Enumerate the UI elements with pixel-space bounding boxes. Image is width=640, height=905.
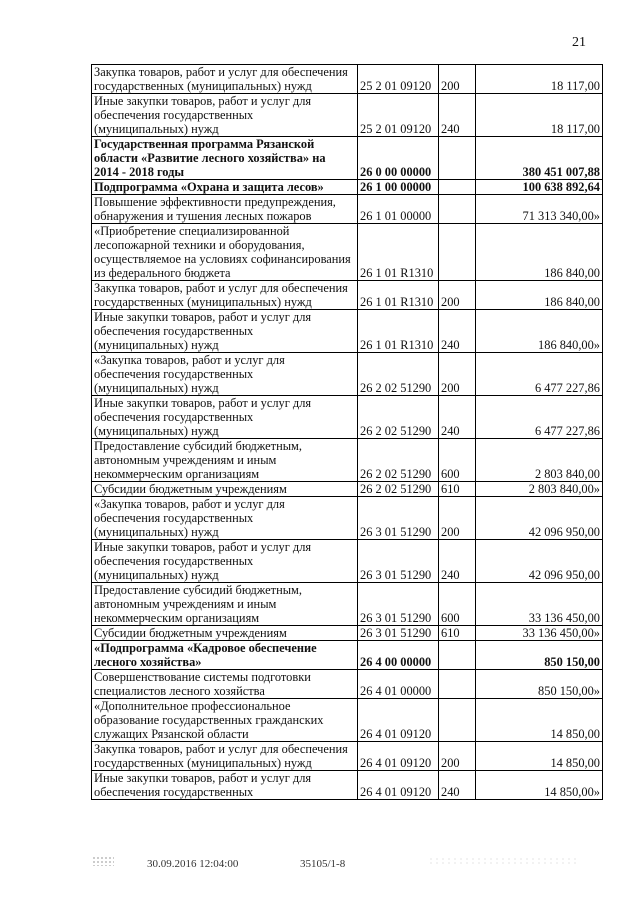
row-amount: 850 150,00 <box>476 641 603 670</box>
table-row <box>92 94 603 137</box>
row-amount: 42 096 950,00 <box>476 497 603 540</box>
row-amount: 2 803 840,00» <box>476 482 603 497</box>
row-code: 26 2 02 51290 <box>358 439 439 482</box>
page-number: 21 <box>572 35 586 50</box>
row-amount: 100 638 892,64 <box>476 180 603 195</box>
row-amount: 380 451 007,88 <box>476 137 603 180</box>
budget-table <box>91 64 603 800</box>
row-name: Подпрограмма «Охрана и защита лесов» <box>92 180 358 195</box>
footer-datetime: 30.09.2016 12:04:00 <box>147 858 239 870</box>
row-code: 25 2 01 09120 <box>358 94 439 137</box>
row-name: Государственная программа Рязанской области «Развитие лесного хозяйства» на 2014 - 2018 годы <box>92 137 358 180</box>
scan-noise <box>428 857 578 865</box>
row-code: 26 4 01 09120 <box>358 771 439 800</box>
row-amount: 14 850,00 <box>476 742 603 771</box>
row-name: Повышение эффективности предупреждения, обнаружения и тушения лесных пожаров <box>92 195 358 224</box>
row-expense-type: 610 <box>439 482 476 497</box>
row-name: Иные закупки товаров, работ и услуг для обеспечения государственных (муниципальных) нужд <box>92 540 358 583</box>
table-row <box>92 439 603 482</box>
row-code: 26 3 01 51290 <box>358 497 439 540</box>
row-code: 26 4 01 09120 <box>358 742 439 771</box>
row-amount: 6 477 227,86 <box>476 396 603 439</box>
row-name: Иные закупки товаров, работ и услуг для обеспечения государственных (муниципальных) нужд <box>92 396 358 439</box>
table-row <box>92 195 603 224</box>
row-expense-type: 600 <box>439 439 476 482</box>
row-expense-type: 240 <box>439 540 476 583</box>
row-expense-type <box>439 641 476 670</box>
row-code: 26 2 02 51290 <box>358 353 439 396</box>
row-name: Закупка товаров, работ и услуг для обеспечения государственных (муниципальных) нужд <box>92 742 358 771</box>
row-name: «Закупка товаров, работ и услуг для обеспечения государственных (муниципальных) нужд <box>92 497 358 540</box>
row-code: 26 2 02 51290 <box>358 396 439 439</box>
row-expense-type <box>439 224 476 281</box>
row-expense-type <box>439 670 476 699</box>
row-code: 26 3 01 51290 <box>358 583 439 626</box>
row-name: «Приобретение специализированной лесопожарной техники и оборудования, осуществляемое на условиях софинансирования из федерального бюджета <box>92 224 358 281</box>
table-row <box>92 353 603 396</box>
row-name: «Подпрограмма «Кадровое обеспечение лесного хозяйства» <box>92 641 358 670</box>
footer-doc-number: 35105/1-8 <box>300 858 346 870</box>
table-row <box>92 670 603 699</box>
table-row <box>92 742 603 771</box>
row-name: Закупка товаров, работ и услуг для обеспечения государственных (муниципальных) нужд <box>92 281 358 310</box>
row-expense-type <box>439 180 476 195</box>
row-amount: 18 117,00 <box>476 94 603 137</box>
row-expense-type: 200 <box>439 65 476 94</box>
row-expense-type: 240 <box>439 396 476 439</box>
row-amount: 71 313 340,00» <box>476 195 603 224</box>
table-row <box>92 65 603 94</box>
table-row <box>92 281 603 310</box>
row-amount: 18 117,00 <box>476 65 603 94</box>
row-code: 26 1 01 R1310 <box>358 224 439 281</box>
row-code: 26 3 01 51290 <box>358 626 439 641</box>
row-expense-type <box>439 195 476 224</box>
table-row-program <box>92 137 603 180</box>
row-expense-type: 600 <box>439 583 476 626</box>
row-code: 26 4 00 00000 <box>358 641 439 670</box>
row-expense-type: 200 <box>439 281 476 310</box>
row-code: 26 3 01 51290 <box>358 540 439 583</box>
row-amount: 850 150,00» <box>476 670 603 699</box>
table-row <box>92 699 603 742</box>
row-amount: 186 840,00 <box>476 224 603 281</box>
row-code: 26 4 01 00000 <box>358 670 439 699</box>
row-expense-type <box>439 137 476 180</box>
table-row <box>92 224 603 281</box>
row-code: 26 1 01 00000 <box>358 195 439 224</box>
row-name: Совершенствование системы подготовки специалистов лесного хозяйства <box>92 670 358 699</box>
table-row-subprogram <box>92 641 603 670</box>
row-expense-type: 200 <box>439 742 476 771</box>
row-expense-type: 610 <box>439 626 476 641</box>
row-expense-type: 240 <box>439 310 476 353</box>
row-amount: 14 850,00» <box>476 771 603 800</box>
row-name: Иные закупки товаров, работ и услуг для обеспечения государственных <box>92 771 358 800</box>
row-expense-type: 240 <box>439 771 476 800</box>
row-code: 26 4 01 09120 <box>358 699 439 742</box>
row-name: Иные закупки товаров, работ и услуг для обеспечения государственных (муниципальных) нужд <box>92 94 358 137</box>
row-code: 26 0 00 00000 <box>358 137 439 180</box>
row-amount: 186 840,00» <box>476 310 603 353</box>
table-row <box>92 497 603 540</box>
row-expense-type: 200 <box>439 353 476 396</box>
row-amount: 6 477 227,86 <box>476 353 603 396</box>
table-row <box>92 771 603 800</box>
table-row <box>92 626 603 641</box>
row-name: Предоставление субсидий бюджетным, автономным учреждениям и иным некоммерческим организациям <box>92 583 358 626</box>
row-name: Предоставление субсидий бюджетным, автономным учреждениям и иным некоммерческим организациям <box>92 439 358 482</box>
scan-noise <box>92 856 114 866</box>
row-amount: 33 136 450,00» <box>476 626 603 641</box>
row-code: 26 2 02 51290 <box>358 482 439 497</box>
row-code: 26 1 01 R1310 <box>358 310 439 353</box>
row-amount: 33 136 450,00 <box>476 583 603 626</box>
row-expense-type: 200 <box>439 497 476 540</box>
row-amount: 42 096 950,00 <box>476 540 603 583</box>
row-code: 26 1 00 00000 <box>358 180 439 195</box>
row-code: 25 2 01 09120 <box>358 65 439 94</box>
table-row <box>92 583 603 626</box>
row-name: Субсидии бюджетным учреждениям <box>92 482 358 497</box>
table-row <box>92 310 603 353</box>
row-expense-type <box>439 699 476 742</box>
row-amount: 14 850,00 <box>476 699 603 742</box>
table-row-subprogram <box>92 180 603 195</box>
row-amount: 186 840,00 <box>476 281 603 310</box>
row-name: «Дополнительное профессиональное образование государственных гражданских служащих Рязанской области <box>92 699 358 742</box>
row-name: «Закупка товаров, работ и услуг для обеспечения государственных (муниципальных) нужд <box>92 353 358 396</box>
row-code: 26 1 01 R1310 <box>358 281 439 310</box>
row-name: Закупка товаров, работ и услуг для обеспечения государственных (муниципальных) нужд <box>92 65 358 94</box>
row-amount: 2 803 840,00 <box>476 439 603 482</box>
row-name: Иные закупки товаров, работ и услуг для обеспечения государственных (муниципальных) нужд <box>92 310 358 353</box>
table-row <box>92 396 603 439</box>
row-name: Субсидии бюджетным учреждениям <box>92 626 358 641</box>
row-expense-type: 240 <box>439 94 476 137</box>
table-row <box>92 482 603 497</box>
table-row <box>92 540 603 583</box>
